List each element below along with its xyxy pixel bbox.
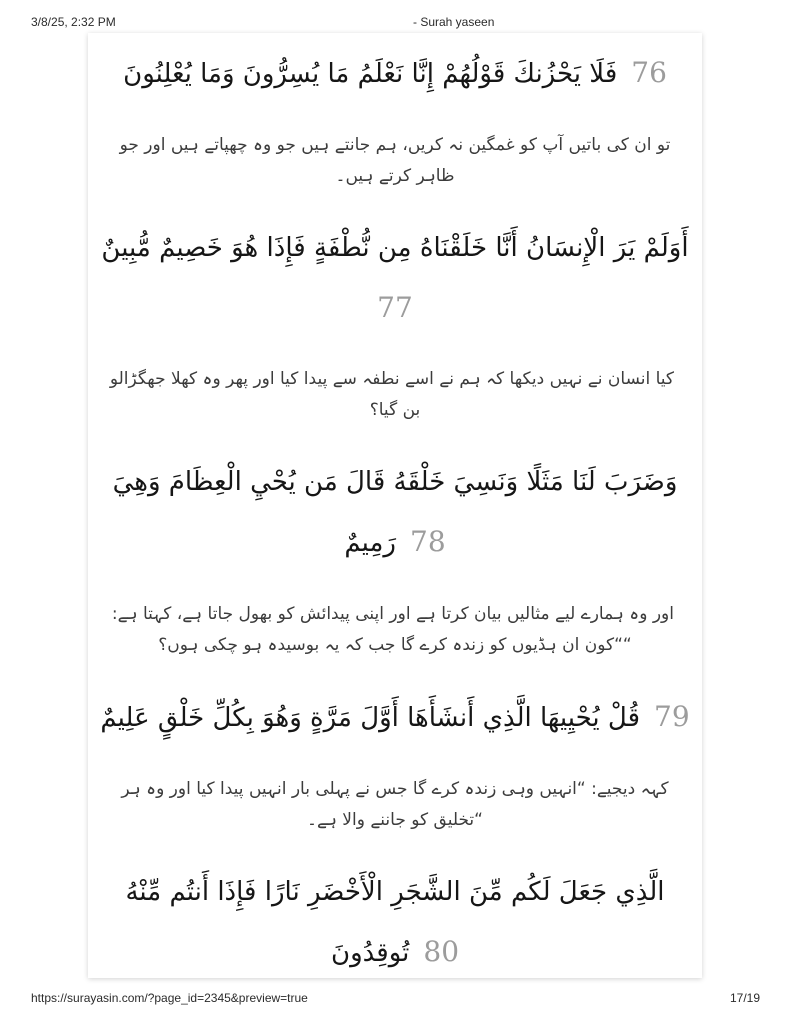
urdu-line: بن گیا؟ (369, 400, 421, 420)
arabic-verse-text: فَلَا يَحْزُنكَ قَوْلُهُمْ إِنَّا نَعْلَمُ مَا يُسِرُّونَ وَمَا يُعْلِنُونَ (123, 59, 618, 89)
print-header-datetime: 3/8/25, 2:32 PM (31, 15, 116, 29)
arabic-verse-text: أَوَلَمْ يَرَ الْإِنسَانُ أَنَّا خَلَقْنَاهُ مِن نُّطْفَةٍ فَإِذَا هُوَ خَصِيمٌ مُّبِينٌ (101, 233, 689, 263)
print-footer-page-indicator: 17/19 (729, 991, 760, 1005)
verse-number: 79 (654, 700, 690, 733)
ayah-arabic-76 (116, 43, 674, 104)
content-card (88, 33, 702, 978)
ayah-arabic-79 (100, 687, 690, 748)
urdu-line: کہہ دیجیے: “انہیں وہی زندہ کرے گا جس نے پہلی بار انہیں پیدا کیا اور وہ ہر (121, 779, 669, 799)
ayah-line (116, 278, 674, 338)
ayah-line (101, 218, 689, 278)
urdu-line: اور وہ ہمارے لیے مثالیں بیان کرتا ہے اور اپنی پیدائش کو بھول جاتا ہے، کہتا ہے: (111, 604, 674, 624)
urdu-line: “تخلیق کو جاننے والا ہے۔ (307, 810, 483, 830)
verse-number: 77 (377, 291, 413, 324)
urdu-translation-79 (116, 774, 674, 836)
verse-80 (116, 862, 674, 978)
ayah-arabic-77 (101, 218, 689, 338)
verse-number: 80 (423, 935, 460, 968)
ayah-line (116, 862, 674, 922)
ayah-line (116, 922, 674, 978)
urdu-translation-77 (109, 364, 674, 426)
ayah-arabic-78 (112, 452, 678, 573)
arabic-verse-text: تُوقِدُونَ (330, 938, 410, 968)
urdu-line: ““کون ان ہڈیوں کو زندہ کرے گا جب کہ یہ بوسیدہ ہو چکی ہوں؟ (158, 635, 632, 655)
urdu-line: کیا انسان نے نہیں دیکھا کہ ہم نے اسے نطفہ سے پیدا کیا اور پھر وہ کھلا جھگڑالو (109, 369, 674, 389)
verse-number: 76 (631, 56, 667, 89)
ayah-line (116, 512, 674, 573)
print-footer-url: https://surayasin.com/?page_id=2345&preview=true (31, 991, 308, 1005)
arabic-verse-text: وَضَرَبَ لَنَا مَثَلًا وَنَسِيَ خَلْقَهُ قَالَ مَن يُحْيِ الْعِظَامَ وَهِيَ (112, 467, 678, 497)
ayah-line (112, 452, 678, 512)
verse-79 (100, 687, 690, 836)
urdu-line: ظاہر کرتے ہیں۔ (335, 166, 455, 186)
ayah-arabic-80 (116, 862, 674, 978)
arabic-verse-text: رَمِيمٌ (344, 528, 396, 558)
ayah-line (116, 43, 674, 104)
verse-number: 78 (410, 525, 446, 558)
urdu-translation-78 (111, 599, 674, 661)
urdu-translation-76 (116, 130, 674, 192)
verse-78 (111, 452, 678, 661)
print-header-title: - Surah yaseen (413, 15, 495, 29)
arabic-verse-text: الَّذِي جَعَلَ لَكُم مِّنَ الشَّجَرِ الْأَخْضَرِ نَارًا فَإِذَا أَنتُم مِّنْهُ (125, 877, 665, 907)
verse-76 (116, 43, 674, 192)
arabic-verse-text: قُلْ يُحْيِيهَا الَّذِي أَنشَأَهَا أَوَّلَ مَرَّةٍ وَهُوَ بِكُلِّ خَلْقٍ عَلِيمٌ (100, 703, 641, 733)
ayah-line (100, 687, 690, 748)
urdu-line: تو ان کی باتیں آپ کو غمگین نہ کریں، ہم جانتے ہیں جو وہ چھپاتے ہیں اور جو (119, 135, 671, 155)
verse-77 (101, 218, 689, 426)
